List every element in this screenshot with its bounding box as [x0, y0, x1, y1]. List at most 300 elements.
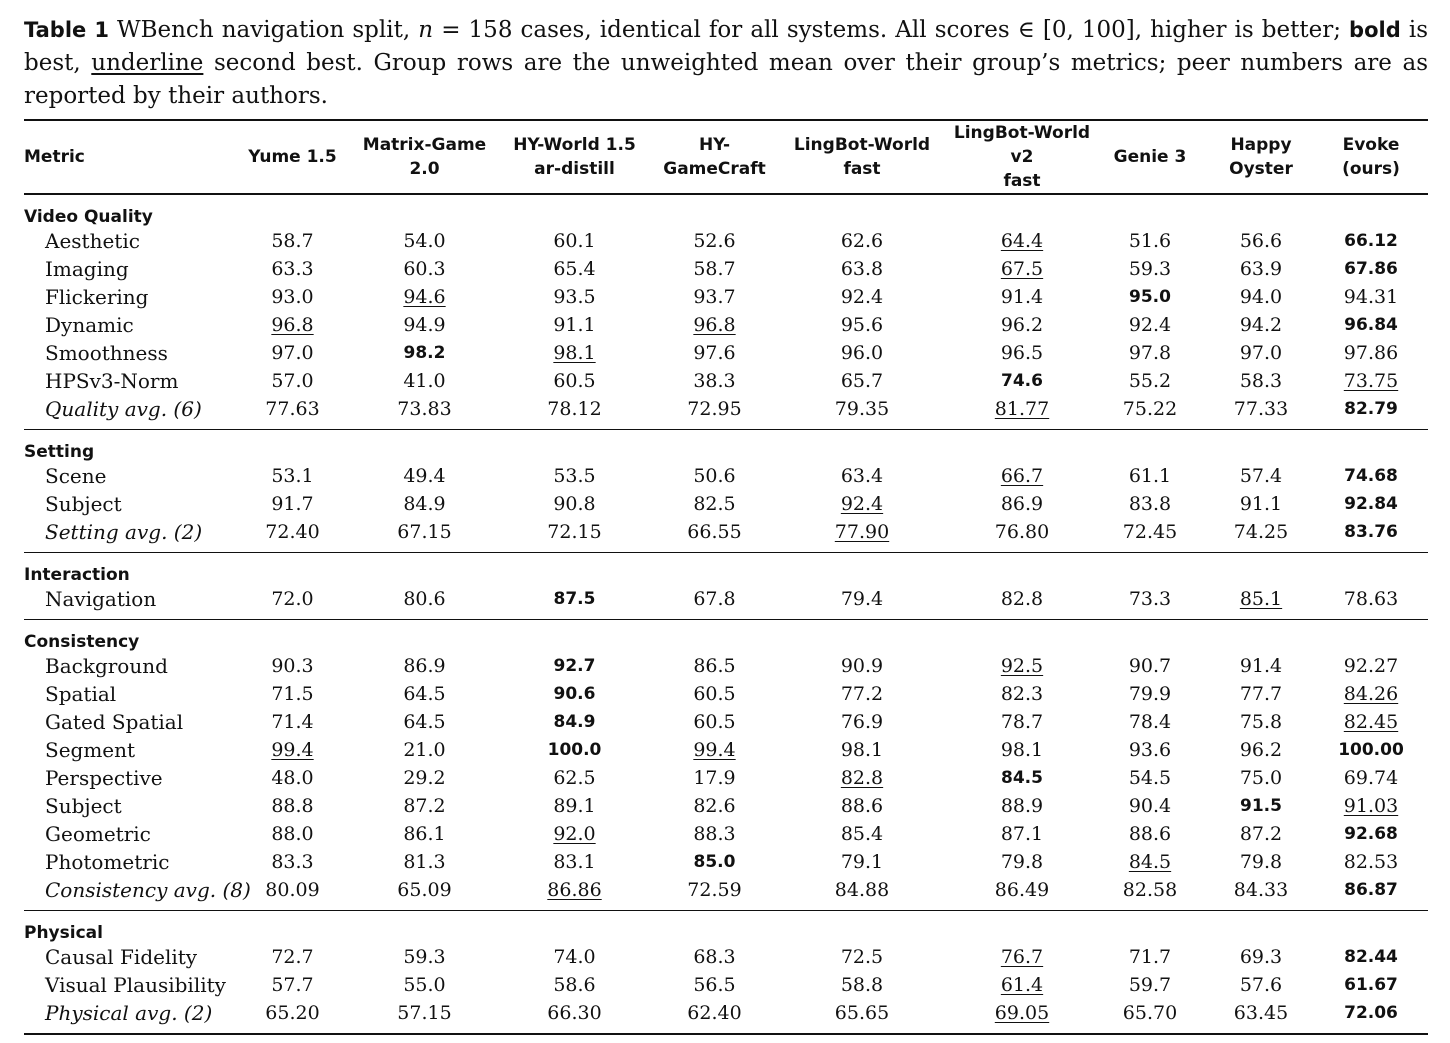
score-cell	[357, 943, 492, 971]
column-header	[772, 120, 952, 194]
score-cell	[952, 227, 1092, 255]
score-value: 79.8	[1000, 850, 1044, 873]
score-value-best: 100.00	[1338, 740, 1404, 760]
score-value: 88.6	[840, 794, 884, 817]
score-cell	[357, 999, 492, 1034]
metric-name-cell: Subject	[45, 793, 122, 818]
score-value: 59.3	[1128, 257, 1172, 280]
score-cell	[1314, 971, 1428, 999]
score-value: 98.1	[1000, 738, 1044, 761]
score-value: 87.1	[1000, 822, 1044, 845]
score-cell	[1092, 395, 1208, 430]
score-value: 78.12	[547, 397, 602, 420]
table-header-row	[24, 120, 1428, 194]
score-cell	[357, 652, 492, 680]
score-value: 69.74	[1343, 766, 1399, 789]
metric-name-cell: Physical avg. (2)	[24, 999, 228, 1034]
score-value: 48.0	[271, 766, 314, 789]
score-value: 79.8	[1239, 850, 1283, 873]
score-cell	[492, 227, 657, 255]
caption-text-part2: = 158 cases, identical for all systems. All scores ∈ [0, 100], higher is better;	[441, 17, 1341, 43]
score-cell	[1314, 999, 1428, 1034]
column-header-line2: fast	[843, 159, 881, 179]
score-value: 57.0	[271, 369, 314, 392]
score-cell	[357, 764, 492, 792]
score-cell	[357, 585, 492, 620]
score-cell	[1092, 848, 1208, 876]
score-cell	[228, 848, 357, 876]
score-value-second: 61.4	[1000, 973, 1044, 996]
score-value: 82.3	[1000, 682, 1044, 705]
table-row	[24, 227, 1428, 255]
score-value: 86.9	[403, 654, 446, 677]
score-value: 81.3	[403, 850, 446, 873]
score-cell	[1208, 255, 1314, 283]
score-value-second: 99.4	[693, 738, 736, 761]
score-cell	[357, 708, 492, 736]
score-cell	[228, 971, 357, 999]
score-cell	[952, 848, 1092, 876]
score-cell	[952, 283, 1092, 311]
score-cell	[657, 876, 772, 911]
score-value: 84.88	[834, 878, 890, 901]
score-value: 88.0	[271, 822, 314, 845]
paper-table-figure	[24, 14, 1428, 1035]
score-value: 83.3	[271, 850, 314, 873]
metric-name-cell: Background	[45, 653, 168, 678]
score-cell	[952, 971, 1092, 999]
score-value-best: 74.68	[1344, 466, 1398, 486]
score-value: 38.3	[693, 369, 736, 392]
score-cell	[357, 736, 492, 764]
metric-name-cell: Spatial	[45, 681, 117, 706]
score-cell	[1208, 490, 1314, 518]
score-cell	[1314, 585, 1428, 620]
table-row	[24, 792, 1428, 820]
table-body	[24, 194, 1428, 1034]
score-cell	[492, 943, 657, 971]
score-value-second: 66.7	[1000, 464, 1044, 487]
score-value: 89.1	[553, 794, 596, 817]
score-value: 82.58	[1122, 878, 1178, 901]
score-value-best: 87.5	[553, 589, 596, 609]
score-value: 69.3	[1239, 945, 1283, 968]
score-value: 73.3	[1128, 587, 1172, 610]
score-value: 91.1	[1239, 492, 1283, 515]
table-row-average	[24, 876, 1428, 911]
score-cell	[228, 680, 357, 708]
score-cell	[772, 736, 952, 764]
score-cell	[1092, 943, 1208, 971]
score-value: 80.6	[403, 587, 446, 610]
score-cell	[1208, 736, 1314, 764]
score-cell	[1314, 764, 1428, 792]
table-row	[24, 764, 1428, 792]
score-value: 60.5	[693, 710, 736, 733]
score-value: 90.3	[271, 654, 314, 677]
score-cell	[657, 820, 772, 848]
column-header-line1: Evoke (ours)	[1342, 135, 1400, 179]
score-value: 63.4	[840, 464, 884, 487]
score-cell	[657, 736, 772, 764]
score-cell	[952, 999, 1092, 1034]
column-header-metric	[24, 120, 228, 194]
score-cell	[1314, 792, 1428, 820]
column-header-line2: fast	[1003, 171, 1041, 191]
score-value: 53.5	[553, 464, 596, 487]
score-value-best: 92.7	[553, 656, 596, 676]
score-value: 77.63	[265, 397, 320, 420]
score-cell	[772, 283, 952, 311]
metric-name-cell: Quality avg. (6)	[24, 395, 228, 430]
score-value: 63.3	[271, 257, 314, 280]
group-title: Setting	[24, 442, 95, 462]
score-cell	[1092, 339, 1208, 367]
score-value-second: 73.75	[1343, 369, 1399, 392]
score-value-best: 96.84	[1344, 315, 1398, 335]
score-value: 72.0	[271, 587, 314, 610]
score-value: 71.7	[1128, 945, 1172, 968]
score-cell	[1208, 339, 1314, 367]
score-value: 21.0	[403, 738, 446, 761]
score-cell	[952, 518, 1092, 553]
score-value: 59.3	[403, 945, 446, 968]
score-cell	[772, 680, 952, 708]
score-cell	[1314, 339, 1428, 367]
score-value: 94.31	[1343, 285, 1399, 308]
score-value: 57.7	[271, 973, 314, 996]
score-value-second: 99.4	[271, 738, 314, 761]
caption-text-part4: second best. Group rows are the unweighted mean over their group’s metrics; peer numbers are as reported by their authors.	[24, 50, 1429, 109]
score-value-second: 69.05	[994, 1001, 1050, 1024]
score-cell	[357, 311, 492, 339]
score-cell	[952, 490, 1092, 518]
score-cell	[1314, 283, 1428, 311]
score-cell	[772, 395, 952, 430]
score-cell	[657, 792, 772, 820]
score-cell	[492, 680, 657, 708]
score-cell	[1208, 395, 1314, 430]
table-row	[24, 283, 1428, 311]
score-cell	[492, 283, 657, 311]
score-value: 97.86	[1343, 341, 1399, 364]
score-value: 65.09	[397, 878, 452, 901]
score-cell	[657, 652, 772, 680]
score-cell	[657, 971, 772, 999]
score-value-best: 67.86	[1344, 259, 1398, 279]
metric-name-cell: Consistency avg. (8)	[24, 876, 228, 911]
caption-bold-word: bold	[1349, 18, 1401, 42]
score-cell	[657, 283, 772, 311]
score-value: 55.2	[1128, 369, 1172, 392]
score-value: 95.6	[840, 313, 884, 336]
table-label: Table 1	[24, 18, 109, 42]
table-row	[24, 680, 1428, 708]
score-value: 62.5	[553, 766, 596, 789]
metric-name-cell: Smoothness	[45, 340, 168, 365]
score-cell	[228, 395, 357, 430]
score-cell	[1314, 708, 1428, 736]
score-value: 74.25	[1233, 520, 1289, 543]
column-header-line1: Genie 3	[1113, 147, 1187, 167]
score-value: 97.0	[271, 341, 314, 364]
score-value: 96.0	[840, 341, 884, 364]
score-cell	[952, 820, 1092, 848]
score-value: 60.1	[553, 229, 596, 252]
score-cell	[772, 339, 952, 367]
score-cell	[492, 462, 657, 490]
score-cell	[228, 736, 357, 764]
score-value: 63.9	[1239, 257, 1283, 280]
score-value-best: 91.5	[1240, 796, 1282, 816]
score-cell	[1092, 708, 1208, 736]
score-cell	[772, 227, 952, 255]
column-header-line1: HY-GameCraft	[663, 135, 766, 179]
score-cell	[1314, 680, 1428, 708]
score-value: 88.8	[271, 794, 314, 817]
score-value: 78.4	[1128, 710, 1172, 733]
score-value: 72.15	[547, 520, 602, 543]
score-value: 86.49	[994, 878, 1050, 901]
score-cell	[1314, 490, 1428, 518]
score-value: 88.6	[1128, 822, 1172, 845]
score-value-best: 82.44	[1344, 947, 1398, 967]
score-value: 57.15	[397, 1001, 452, 1024]
score-value-second: 84.26	[1343, 682, 1399, 705]
score-cell	[1092, 367, 1208, 395]
score-value: 77.2	[840, 682, 884, 705]
score-value: 97.6	[693, 341, 736, 364]
score-value: 82.5	[693, 492, 736, 515]
score-value: 66.55	[687, 520, 742, 543]
metric-name-cell: Setting avg. (2)	[24, 518, 228, 553]
score-value: 29.2	[403, 766, 446, 789]
score-value-best: 86.87	[1344, 880, 1398, 900]
score-cell	[492, 820, 657, 848]
score-value: 83.1	[553, 850, 596, 873]
score-value: 51.6	[1128, 229, 1172, 252]
score-value: 79.9	[1128, 682, 1172, 705]
score-value: 75.8	[1239, 710, 1283, 733]
table-row	[24, 708, 1428, 736]
score-value: 75.22	[1122, 397, 1178, 420]
score-value: 91.4	[1000, 285, 1044, 308]
score-cell	[228, 585, 357, 620]
score-cell	[952, 736, 1092, 764]
score-value: 80.09	[265, 878, 320, 901]
caption-text-part3: is best,	[24, 17, 1429, 76]
table-row	[24, 943, 1428, 971]
score-cell	[357, 876, 492, 911]
score-cell	[952, 255, 1092, 283]
score-value: 58.7	[271, 229, 314, 252]
score-value: 66.30	[547, 1001, 602, 1024]
score-value: 65.70	[1122, 1001, 1178, 1024]
score-value-second: 86.86	[547, 878, 602, 901]
score-cell	[772, 876, 952, 911]
table-row	[24, 462, 1428, 490]
score-value: 60.3	[403, 257, 446, 280]
score-cell	[952, 395, 1092, 430]
metric-name-cell: Scene	[45, 463, 107, 488]
score-cell	[492, 395, 657, 430]
score-value: 93.7	[693, 285, 736, 308]
score-value-second: 85.1	[1239, 587, 1283, 610]
score-cell	[1092, 652, 1208, 680]
score-value: 82.53	[1343, 850, 1399, 873]
score-value-second: 96.8	[271, 313, 314, 336]
score-cell	[228, 367, 357, 395]
score-value: 72.45	[1122, 520, 1178, 543]
score-cell	[492, 339, 657, 367]
score-cell	[1208, 876, 1314, 911]
caption-n-symbol: n	[418, 17, 434, 43]
score-value: 77.33	[1233, 397, 1289, 420]
score-value: 56.6	[1239, 229, 1283, 252]
score-value-second: 81.77	[994, 397, 1050, 420]
metric-name-cell: Flickering	[45, 284, 149, 309]
score-value: 65.65	[834, 1001, 890, 1024]
score-value-best: 84.9	[553, 712, 596, 732]
score-cell	[1092, 680, 1208, 708]
table-row-average	[24, 999, 1428, 1034]
score-value: 83.8	[1128, 492, 1172, 515]
score-cell	[1092, 792, 1208, 820]
score-cell	[492, 708, 657, 736]
score-value: 92.4	[840, 285, 884, 308]
score-cell	[1208, 311, 1314, 339]
score-value: 41.0	[403, 369, 446, 392]
score-value: 91.7	[271, 492, 314, 515]
score-cell	[772, 943, 952, 971]
score-cell	[1314, 255, 1428, 283]
score-cell	[952, 876, 1092, 911]
score-cell	[492, 585, 657, 620]
column-header	[1314, 120, 1428, 194]
score-value-best: 95.0	[1129, 287, 1171, 307]
column-header-line1: Yume 1.5	[248, 147, 337, 167]
score-cell	[1092, 255, 1208, 283]
score-value-second: 91.03	[1343, 794, 1399, 817]
score-cell	[1208, 708, 1314, 736]
score-cell	[492, 255, 657, 283]
score-value-second: 98.1	[553, 341, 596, 364]
score-cell	[772, 848, 952, 876]
score-value: 93.6	[1128, 738, 1172, 761]
caption-text-part1: WBench navigation split,	[116, 17, 411, 43]
score-value: 88.9	[1000, 794, 1044, 817]
score-value: 54.0	[403, 229, 446, 252]
score-cell	[1208, 820, 1314, 848]
score-cell	[1208, 971, 1314, 999]
score-cell	[772, 462, 952, 490]
score-cell	[657, 708, 772, 736]
group-header-row	[24, 553, 1428, 586]
table-row	[24, 820, 1428, 848]
score-value: 94.9	[403, 313, 446, 336]
score-value: 96.5	[1000, 341, 1044, 364]
caption-underline-word: underline	[91, 50, 204, 76]
score-value: 17.9	[693, 766, 736, 789]
metric-name-cell: Subject	[45, 491, 122, 516]
score-cell	[1208, 227, 1314, 255]
score-cell	[228, 255, 357, 283]
metric-name-cell: Visual Plausibility	[45, 972, 226, 997]
score-cell	[228, 792, 357, 820]
column-header	[228, 120, 357, 194]
score-value: 58.8	[840, 973, 884, 996]
column-header-line1: Happy Oyster	[1229, 135, 1293, 179]
score-value: 57.6	[1239, 973, 1283, 996]
table-row-average	[24, 518, 1428, 553]
score-cell	[657, 518, 772, 553]
score-cell	[1314, 367, 1428, 395]
score-value: 65.20	[265, 1001, 320, 1024]
score-value: 93.0	[271, 285, 314, 308]
table-row	[24, 848, 1428, 876]
score-cell	[357, 339, 492, 367]
score-value-second: 64.4	[1000, 229, 1044, 252]
metric-name-cell: HPSv3-Norm	[45, 368, 179, 393]
score-cell	[657, 395, 772, 430]
metric-name-cell: Dynamic	[45, 312, 134, 337]
score-value: 85.4	[840, 822, 884, 845]
score-cell	[357, 518, 492, 553]
score-value: 65.4	[553, 257, 596, 280]
score-value-second: 94.6	[403, 285, 446, 308]
score-value: 90.7	[1128, 654, 1172, 677]
score-cell	[492, 311, 657, 339]
table-row	[24, 652, 1428, 680]
score-cell	[772, 971, 952, 999]
score-value: 72.5	[840, 945, 884, 968]
metric-name-cell: Segment	[45, 737, 136, 762]
score-value: 52.6	[693, 229, 736, 252]
score-value-best: 66.12	[1344, 231, 1398, 251]
score-cell	[1092, 283, 1208, 311]
score-cell	[228, 283, 357, 311]
score-value: 84.33	[1233, 878, 1289, 901]
score-cell	[1092, 490, 1208, 518]
score-cell	[657, 764, 772, 792]
score-cell	[357, 395, 492, 430]
score-value-best: 61.67	[1344, 975, 1398, 995]
metric-name-cell: Photometric	[45, 849, 170, 874]
metric-name-cell: Aesthetic	[45, 228, 140, 253]
table-row	[24, 585, 1428, 620]
score-cell	[952, 792, 1092, 820]
score-cell	[1208, 848, 1314, 876]
score-cell	[1314, 652, 1428, 680]
score-cell	[492, 848, 657, 876]
score-cell	[1092, 585, 1208, 620]
score-cell	[228, 652, 357, 680]
score-cell	[228, 518, 357, 553]
score-cell	[657, 848, 772, 876]
score-value: 50.6	[693, 464, 736, 487]
score-cell	[657, 227, 772, 255]
score-value: 62.6	[840, 229, 884, 252]
score-value: 63.8	[840, 257, 884, 280]
score-cell	[1314, 227, 1428, 255]
column-header	[357, 120, 492, 194]
score-value: 91.4	[1239, 654, 1283, 677]
score-cell	[228, 227, 357, 255]
score-value: 58.7	[693, 257, 736, 280]
score-cell	[357, 462, 492, 490]
score-value: 72.7	[271, 945, 314, 968]
score-cell	[1314, 943, 1428, 971]
